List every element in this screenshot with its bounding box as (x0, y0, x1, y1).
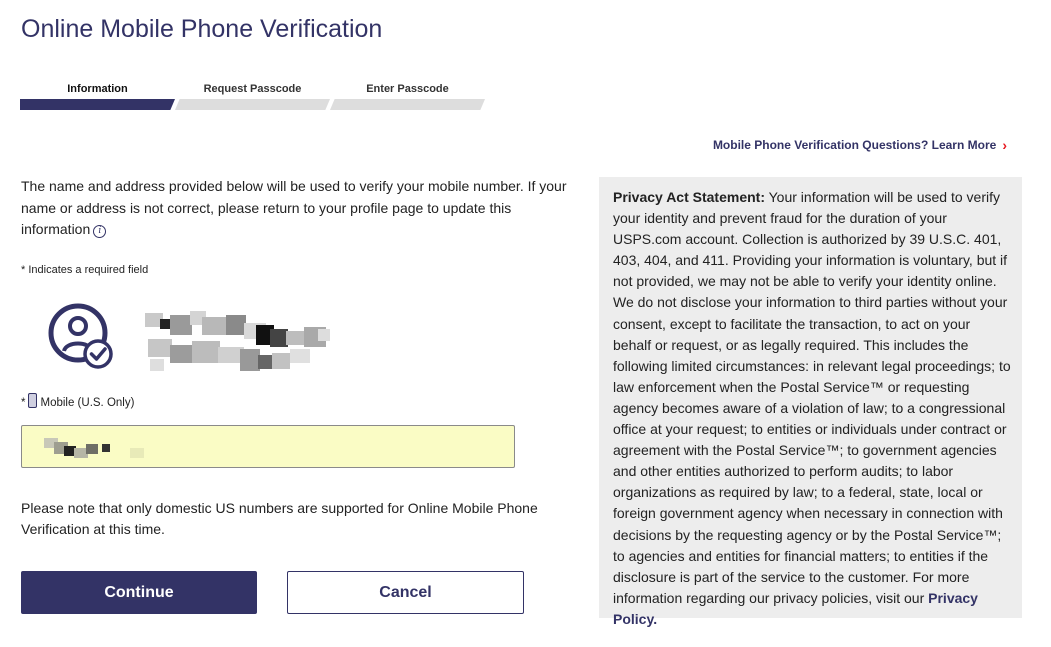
step-bar-inactive (175, 99, 330, 110)
privacy-policy-link[interactable]: Privacy Policy. (613, 589, 978, 627)
privacy-title: Privacy Act Statement: (613, 189, 765, 205)
step-label: Request Passcode (203, 83, 302, 95)
step-bar-inactive (330, 99, 485, 110)
intro-text (21, 176, 581, 241)
step-information (20, 82, 175, 110)
step-bar-active (20, 99, 175, 110)
mobile-label-text: Mobile (U.S. Only) (40, 397, 135, 409)
mobile-field-label (21, 393, 134, 409)
info-icon[interactable]: i (93, 225, 106, 238)
step-enter-passcode (330, 82, 485, 110)
user-verified-icon (48, 303, 114, 369)
step-request-passcode (175, 82, 330, 110)
privacy-act-panel (599, 177, 1022, 627)
mobile-input[interactable] (21, 425, 515, 468)
learn-more-link[interactable] (713, 137, 1007, 153)
step-label: Enter Passcode (366, 83, 449, 95)
page-title: Online Mobile Phone Verification (21, 15, 383, 43)
step-label: Information (67, 83, 128, 95)
intro-text-body: The name and address provided below will be used to verify your mobile number. If your name or address is not correct, please return to your profile page to update this information (21, 178, 567, 237)
continue-button[interactable]: Continue (21, 571, 257, 614)
mobile-phone-icon (28, 393, 37, 408)
redacted-name-address (140, 305, 335, 380)
progress-steps (20, 82, 485, 112)
required-marker: * (21, 397, 26, 409)
chevron-right-icon: › (1002, 137, 1007, 153)
learn-more-label: Mobile Phone Verification Questions? Learn More (712, 138, 997, 152)
redacted-phone-value (32, 434, 172, 460)
cancel-button[interactable]: Cancel (287, 571, 524, 614)
domestic-numbers-note: Please note that only domestic US numbers are supported for Online Mobile Phone Verification at this time. (21, 500, 538, 537)
privacy-body: Your information will be used to verify your identity and prevent fraud for the duration of your USPS.com account. Collection is authorized by 39 U.S.C. 401, 403, 404, and 411. Providing your information is voluntary, but if not provided, we may not be able to verify your identity online. We do not disclose your information to third parties without your consent, except to facilitate the transaction, to act on your behalf or request, or as legally required. This includes the following limited circumstances: in relevant legal proceedings; to law enforcement when the Postal Service™ or requesting agency becomes aware of a violation of law; to a congressional office at your request; to entities or individuals under contract or agreement with the Postal Service™; to government agencies and other entities authorized to perform audits; to labor organizations as required by law; to a federal, state, local or foreign government agency when necessary in connection with decisions by the requesting agency or by the Postal Service™; to agencies and entities for financial matters; to entities if the disclosure is part of the service to the customer. For more information regarding our privacy policies, visit our (613, 189, 1011, 606)
required-field-note: * Indicates a required field (21, 264, 149, 276)
